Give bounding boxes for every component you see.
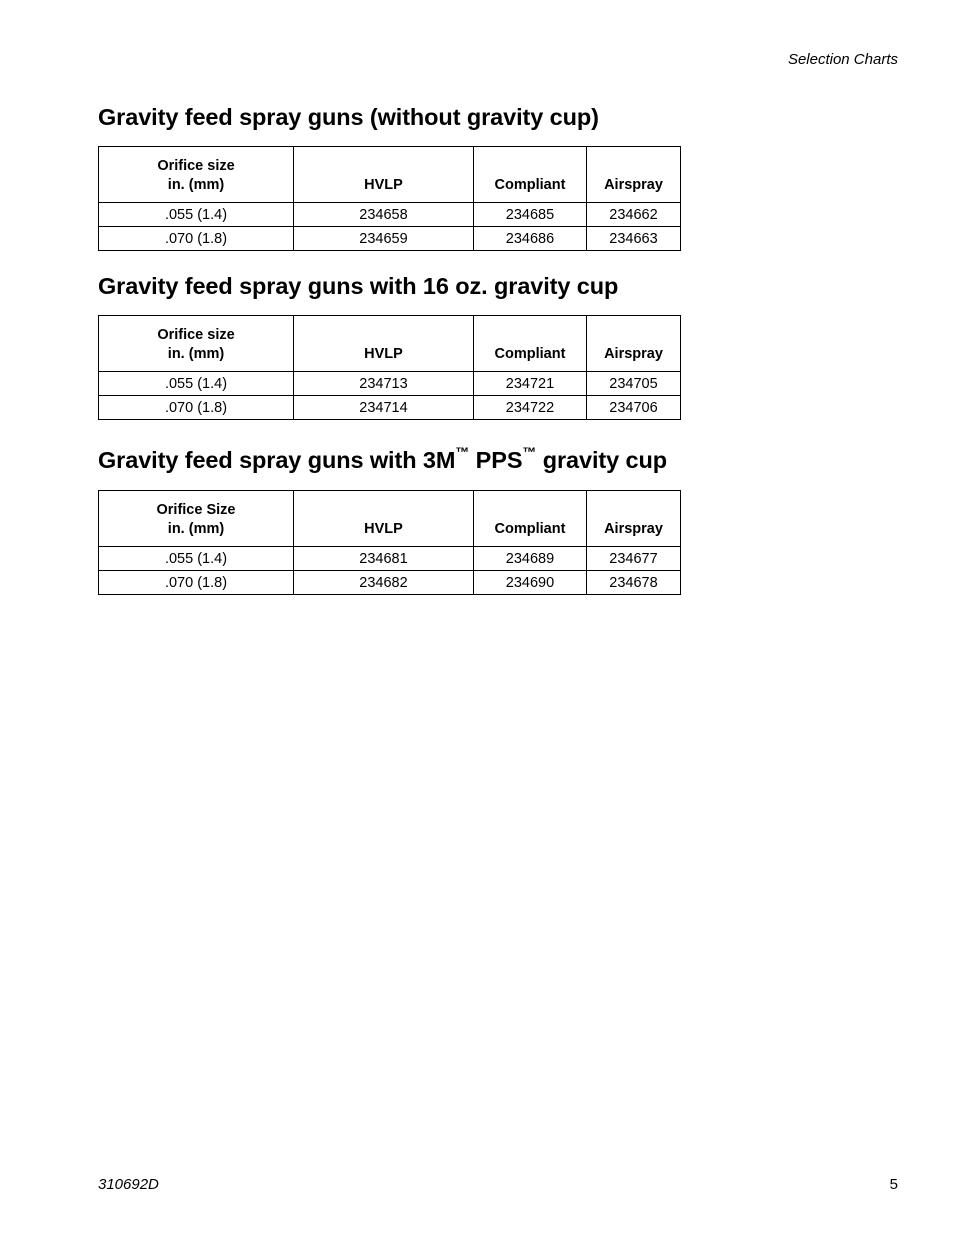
table-row — [99, 227, 681, 251]
table-header-row — [99, 147, 681, 203]
col-header-orifice: Orifice size in. (mm) — [99, 316, 294, 372]
col-header-hvlp: HVLP — [294, 491, 474, 547]
col-header-airspray: Airspray — [587, 147, 681, 203]
cell-compliant: 234686 — [474, 227, 587, 251]
cell-airspray: 234677 — [587, 547, 681, 571]
cell-orifice: .055 (1.4) — [99, 203, 294, 227]
section-title-16oz-cup: Gravity feed spray guns with 16 oz. gravity cup — [98, 273, 619, 299]
table-row — [99, 547, 681, 571]
table-row — [99, 203, 681, 227]
cell-compliant: 234690 — [474, 571, 587, 595]
cell-orifice: .070 (1.8) — [99, 571, 294, 595]
table-row — [99, 571, 681, 595]
document-number: 310692D — [98, 1176, 159, 1193]
selection-table-3m-pps-cup — [98, 490, 681, 595]
cell-hvlp: 234658 — [294, 203, 474, 227]
cell-hvlp: 234714 — [294, 396, 474, 420]
cell-airspray: 234663 — [587, 227, 681, 251]
col-header-compliant: Compliant — [474, 316, 587, 372]
col-header-compliant: Compliant — [474, 147, 587, 203]
cell-airspray: 234706 — [587, 396, 681, 420]
cell-orifice: .055 (1.4) — [99, 547, 294, 571]
cell-orifice: .055 (1.4) — [99, 372, 294, 396]
table-row — [99, 396, 681, 420]
cell-compliant: 234721 — [474, 372, 587, 396]
cell-airspray: 234705 — [587, 372, 681, 396]
col-header-hvlp: HVLP — [294, 147, 474, 203]
cell-hvlp: 234681 — [294, 547, 474, 571]
cell-airspray: 234662 — [587, 203, 681, 227]
table-row — [99, 372, 681, 396]
cell-hvlp: 234682 — [294, 571, 474, 595]
col-header-compliant: Compliant — [474, 491, 587, 547]
cell-compliant: 234722 — [474, 396, 587, 420]
running-header: Selection Charts — [787, 51, 898, 68]
selection-table-16oz-cup — [98, 315, 681, 420]
cell-hvlp: 234659 — [294, 227, 474, 251]
table-header-row — [99, 316, 681, 372]
col-header-orifice: Orifice Size in. (mm) — [99, 491, 294, 547]
trademark-symbol: ™ — [455, 444, 470, 460]
selection-table-without-cup — [98, 146, 681, 251]
table-header-row — [99, 491, 681, 547]
page-number: 5 — [889, 1176, 898, 1193]
cell-orifice: .070 (1.8) — [99, 396, 294, 420]
cell-airspray: 234678 — [587, 571, 681, 595]
col-header-airspray: Airspray — [587, 491, 681, 547]
cell-compliant: 234685 — [474, 203, 587, 227]
section-title-3m-pps-cup: Gravity feed spray guns with 3M™ PPS™ gravity cup — [98, 444, 668, 473]
cell-compliant: 234689 — [474, 547, 587, 571]
section-title-without-cup: Gravity feed spray guns (without gravity cup) — [98, 104, 599, 130]
cell-hvlp: 234713 — [294, 372, 474, 396]
col-header-airspray: Airspray — [587, 316, 681, 372]
trademark-symbol: ™ — [522, 444, 537, 460]
col-header-hvlp: HVLP — [294, 316, 474, 372]
cell-orifice: .070 (1.8) — [99, 227, 294, 251]
col-header-orifice: Orifice size in. (mm) — [99, 147, 294, 203]
